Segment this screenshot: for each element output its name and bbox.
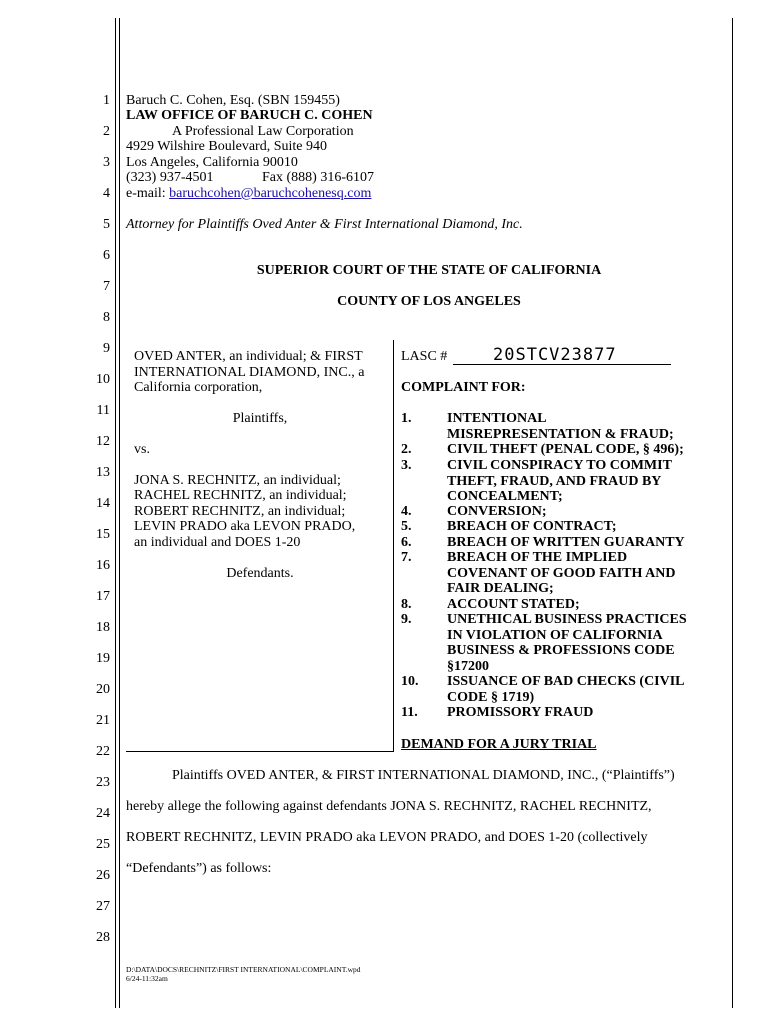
caption-bottom-rule	[126, 751, 393, 752]
footer-timestamp: 6/24-11:32am	[126, 974, 168, 983]
line-number: 27	[96, 899, 110, 914]
attorney-for-line: Attorney for Plaintiffs Oved Anter & First International Diamond, Inc.	[126, 217, 523, 232]
cause-line: PROMISSORY FRAUD	[447, 705, 594, 720]
plaintiff-line: OVED ANTER, an individual; & FIRST	[134, 349, 363, 364]
body-line: hereby allege the following against defendants JONA S. RECHNITZ, RACHEL RECHNITZ,	[126, 799, 652, 814]
line-number: 6	[103, 248, 110, 263]
cause-line: CODE § 1719)	[447, 689, 535, 705]
email-line	[126, 186, 371, 201]
cause-line: BREACH OF WRITTEN GUARANTY	[447, 535, 685, 550]
cause-text	[447, 504, 547, 520]
cause-line: BUSINESS & PROFESSIONS CODE	[447, 643, 675, 658]
line-number: 3	[103, 155, 110, 170]
cause-number: 10.	[401, 674, 419, 689]
cause-number: 4.	[401, 504, 412, 519]
cause-text	[447, 705, 593, 721]
line-number: 1	[103, 93, 110, 108]
cause-number: 3.	[401, 458, 412, 473]
body-line: ROBERT RECHNITZ, LEVIN PRADO aka LEVON PRADO, and DOES 1-20 (collectively	[126, 830, 648, 845]
cause-text	[447, 442, 684, 458]
cause-number: 7.	[401, 550, 412, 565]
line-number: 23	[96, 775, 110, 790]
left-margin-rule-inner	[119, 18, 120, 1008]
cause-line: BREACH OF THE IMPLIED	[447, 550, 628, 565]
line-number: 12	[96, 434, 110, 449]
line-number: 2	[103, 124, 110, 139]
cause-line: ISSUANCE OF BAD CHECKS (CIVIL	[447, 674, 685, 689]
cause-text	[447, 674, 685, 705]
cause-line: FAIR DEALING;	[447, 581, 554, 596]
cause-number: 9.	[401, 612, 412, 627]
cause-text	[447, 597, 580, 613]
line-number: 28	[96, 930, 110, 945]
cause-text	[447, 519, 617, 535]
cause-number: 5.	[401, 519, 412, 534]
line-number: 9	[103, 341, 110, 356]
line-number: 21	[96, 713, 110, 728]
address-line-1: 4929 Wilshire Boulevard, Suite 940	[126, 139, 327, 154]
cause-text	[447, 411, 674, 442]
case-number: 20STCV23877	[493, 345, 617, 365]
body-line: “Defendants”) as follows:	[126, 861, 272, 876]
email-link[interactable]: baruchcohen@baruchcohenesq.com	[169, 186, 372, 201]
plaintiffs-label: Plaintiffs,	[232, 411, 288, 426]
cause-number: 2.	[401, 442, 412, 457]
line-number: 25	[96, 837, 110, 852]
line-number: 14	[96, 496, 110, 511]
defendant-line: RACHEL RECHNITZ, an individual;	[134, 488, 347, 503]
line-number: 17	[96, 589, 110, 604]
jury-demand: DEMAND FOR A JURY TRIAL	[401, 737, 597, 752]
line-number: 13	[96, 465, 110, 480]
attorney-name: Baruch C. Cohen, Esq. (SBN 159455)	[126, 93, 340, 108]
left-margin-rule-outer	[115, 18, 116, 1008]
cause-line: CIVIL CONSPIRACY TO COMMIT	[447, 458, 672, 473]
line-number: 5	[103, 217, 110, 232]
defendant-line: an individual and DOES 1-20	[134, 535, 301, 550]
defendant-line: JONA S. RECHNITZ, an individual;	[134, 473, 341, 488]
cause-line: INTENTIONAL	[447, 411, 547, 426]
law-firm-name: LAW OFFICE OF BARUCH C. COHEN	[126, 108, 373, 123]
line-number: 20	[96, 682, 110, 697]
cause-text	[447, 535, 685, 551]
cause-number: 11.	[401, 705, 418, 720]
cause-text	[447, 458, 672, 505]
line-number: 4	[103, 186, 110, 201]
line-number: 19	[96, 651, 110, 666]
cause-line: MISREPRESENTATION & FRAUD;	[447, 426, 674, 442]
defendant-line: ROBERT RECHNITZ, an individual;	[134, 504, 346, 519]
line-number: 26	[96, 868, 110, 883]
phone-number: (323) 937-4501	[126, 170, 214, 185]
cause-line: IN VIOLATION OF CALIFORNIA	[447, 627, 663, 643]
cause-line: CONVERSION;	[447, 504, 547, 519]
cause-line: UNETHICAL BUSINESS PRACTICES	[447, 612, 687, 627]
cause-number: 1.	[401, 411, 412, 426]
line-number: 16	[96, 558, 110, 573]
defendants-label: Defendants.	[226, 566, 294, 581]
cause-line: CONCEALMENT;	[447, 489, 563, 504]
line-number: 10	[96, 372, 110, 387]
law-firm-type: A Professional Law Corporation	[172, 124, 354, 139]
body-line: Plaintiffs OVED ANTER, & FIRST INTERNATIONAL DIAMOND, INC., (“Plaintiffs”)	[172, 768, 675, 783]
cause-line: THEFT, FRAUD, AND FRAUD BY	[447, 473, 662, 489]
right-margin-rule	[732, 18, 733, 1008]
line-number: 11	[96, 403, 110, 418]
cause-text	[447, 612, 687, 674]
cause-line: ACCOUNT STATED;	[447, 597, 580, 612]
case-number-label: LASC #	[401, 349, 448, 364]
defendant-line: LEVIN PRADO aka LEVON PRADO,	[134, 519, 356, 534]
email-label: e-mail:	[126, 186, 170, 201]
complaint-for-heading: COMPLAINT FOR:	[401, 380, 526, 395]
plaintiff-line: INTERNATIONAL DIAMOND, INC., a	[134, 365, 365, 380]
cause-line: COVENANT OF GOOD FAITH AND	[447, 565, 676, 581]
plaintiff-line: California corporation,	[134, 380, 263, 395]
line-number: 22	[96, 744, 110, 759]
versus: vs.	[134, 442, 150, 457]
line-number: 18	[96, 620, 110, 635]
court-name: SUPERIOR COURT OF THE STATE OF CALIFORNIA	[256, 263, 602, 278]
court-county: COUNTY OF LOS ANGELES	[337, 294, 521, 309]
address-line-2: Los Angeles, California 90010	[126, 155, 298, 170]
cause-number: 6.	[401, 535, 412, 550]
line-number: 24	[96, 806, 110, 821]
line-number: 7	[103, 279, 110, 294]
caption-divider	[393, 340, 394, 752]
cause-line: §17200	[447, 658, 489, 674]
cause-number: 8.	[401, 597, 412, 612]
footer-file-path: D:\DATA\DOCS\RECHNITZ\FIRST INTERNATIONAL\COMPLAINT.wpd	[126, 965, 361, 974]
cause-text	[447, 550, 675, 597]
fax-number: Fax (888) 316-6107	[262, 170, 374, 185]
line-number: 15	[96, 527, 110, 542]
cause-line: CIVIL THEFT (PENAL CODE, § 496);	[447, 442, 684, 457]
cause-line: BREACH OF CONTRACT;	[447, 519, 617, 534]
line-number: 8	[103, 310, 110, 325]
